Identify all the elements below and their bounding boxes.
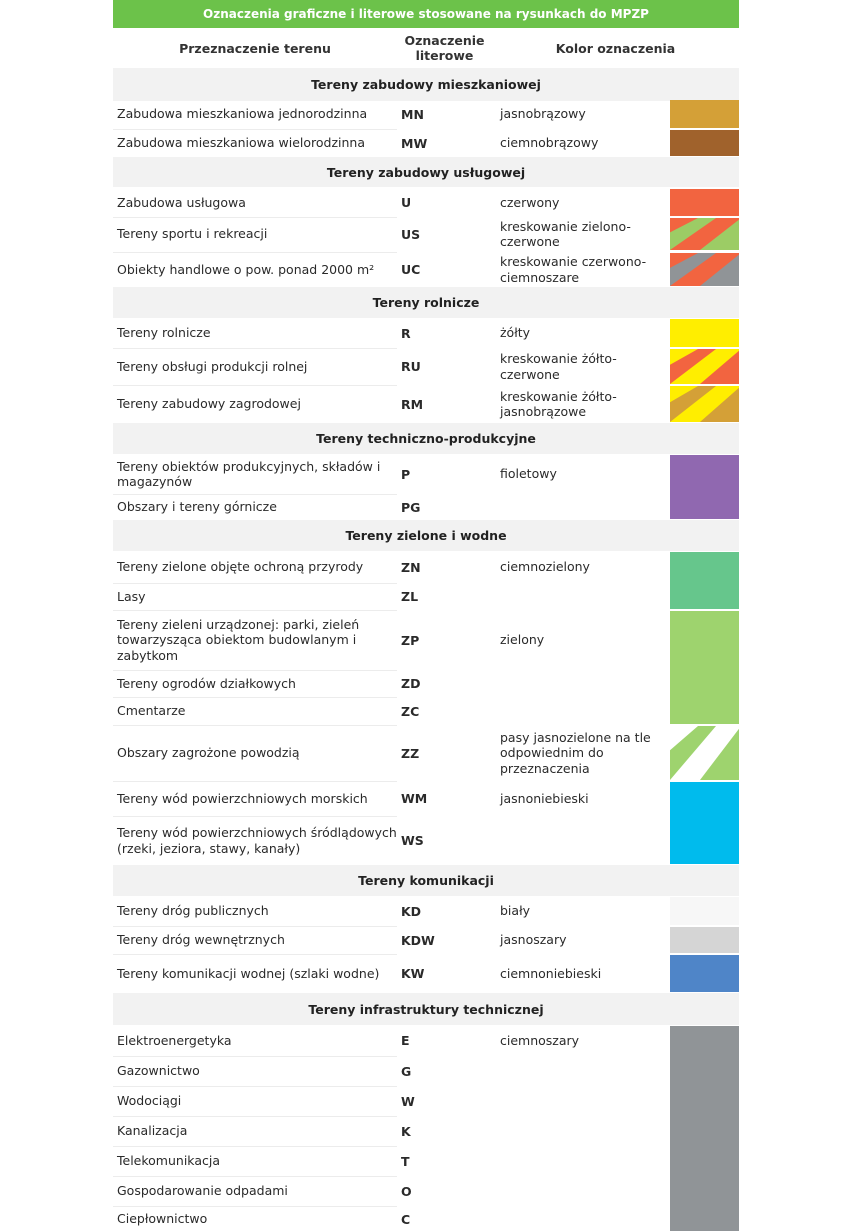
swatch-fill bbox=[670, 927, 739, 953]
color-swatch bbox=[670, 218, 739, 250]
row-purpose: Obiekty handlowe o pow. ponad 2000 m² bbox=[117, 261, 375, 277]
row-divider bbox=[113, 1176, 397, 1177]
row-divider bbox=[113, 1116, 397, 1117]
row-purpose: Zabudowa usługowa bbox=[117, 194, 246, 210]
color-swatch-graphic bbox=[670, 1026, 739, 1231]
row-purpose: Obszary i tereny górnicze bbox=[117, 499, 277, 515]
row-code: P bbox=[401, 466, 411, 482]
row-color-name: jasnoniebieski bbox=[500, 790, 589, 806]
row-code: KW bbox=[401, 966, 425, 981]
row-color-name: czerwony bbox=[500, 194, 560, 210]
color-swatch-graphic bbox=[670, 552, 739, 609]
row-purpose: Gospodarowanie odpadami bbox=[117, 1183, 288, 1199]
row-color-name: pasy jasnozielone na tle odpowiednim do przeznaczenia bbox=[500, 729, 651, 776]
row-code: O bbox=[401, 1183, 412, 1199]
row-code: KD bbox=[401, 903, 422, 919]
row-purpose: Elektroenergetyka bbox=[117, 1032, 232, 1048]
color-swatch bbox=[670, 386, 739, 422]
section-header: Tereny rolnicze bbox=[113, 287, 739, 318]
color-swatch-graphic bbox=[670, 218, 739, 250]
row-code: ZD bbox=[401, 676, 421, 691]
row-divider bbox=[113, 697, 397, 698]
row-divider bbox=[113, 494, 397, 495]
color-swatch bbox=[670, 100, 739, 128]
section-header: Tereny komunikacji bbox=[113, 865, 739, 896]
row-color-name: zielony bbox=[500, 632, 545, 648]
swatch-fill bbox=[670, 552, 739, 609]
color-swatch bbox=[670, 726, 739, 780]
row-purpose: Tereny zielone objęte ochroną przyrody bbox=[117, 559, 364, 575]
swatch-fill bbox=[670, 455, 739, 519]
table-title: Oznaczenia graficzne i literowe stosowane na rysunkach do MPZP bbox=[113, 0, 739, 28]
row-color-name: kreskowanie czerwono-ciemnoszare bbox=[500, 254, 647, 285]
row-color-name: ciemnoszary bbox=[500, 1032, 580, 1048]
row-code: RU bbox=[401, 359, 421, 374]
color-swatch bbox=[670, 955, 739, 992]
column-header-code: Oznaczenie literowe bbox=[404, 33, 485, 63]
color-swatch bbox=[670, 1026, 739, 1231]
row-color-name: biały bbox=[500, 903, 531, 919]
row-color-name: kreskowanie zielono-czerwone bbox=[500, 218, 631, 249]
section-header: Tereny zabudowy mieszkaniowej bbox=[113, 68, 739, 101]
swatch-fill bbox=[670, 611, 739, 724]
swatch-fill bbox=[670, 782, 739, 864]
row-divider bbox=[113, 670, 397, 671]
row-divider bbox=[113, 348, 397, 349]
color-swatch-graphic bbox=[670, 897, 739, 925]
row-purpose: Tereny obsługi produkcji rolnej bbox=[117, 358, 308, 374]
row-color-name: fioletowy bbox=[500, 466, 557, 482]
swatch-fill bbox=[670, 130, 739, 156]
color-swatch bbox=[670, 189, 739, 216]
swatch-fill bbox=[670, 1026, 739, 1231]
swatch-fill bbox=[670, 189, 739, 216]
row-divider bbox=[113, 583, 397, 584]
section-header: Tereny infrastruktury technicznej bbox=[113, 993, 739, 1025]
row-purpose: Tereny ogrodów działkowych bbox=[117, 675, 296, 691]
color-swatch-graphic bbox=[670, 455, 739, 519]
row-divider bbox=[113, 926, 397, 927]
color-swatch-graphic bbox=[670, 349, 739, 384]
row-code: R bbox=[401, 325, 411, 341]
row-divider bbox=[113, 385, 397, 386]
row-purpose: Tereny rolnicze bbox=[117, 325, 211, 341]
row-code: E bbox=[401, 1033, 410, 1048]
legend-table bbox=[113, 0, 739, 1232]
row-purpose: Obszary zagrożone powodzią bbox=[117, 745, 300, 761]
row-code: K bbox=[401, 1123, 411, 1139]
row-divider bbox=[113, 252, 397, 253]
row-purpose: Kanalizacja bbox=[117, 1123, 188, 1139]
color-swatch bbox=[670, 927, 739, 953]
row-purpose: Zabudowa mieszkaniowa jednorodzinna bbox=[117, 106, 368, 122]
row-code: G bbox=[401, 1063, 412, 1079]
color-swatch-graphic bbox=[670, 955, 739, 992]
row-purpose: Tereny zieleni urządzonej: parki, zieleń towarzysząca obiektom budowlanym i zabytkom bbox=[117, 616, 360, 663]
row-code: ZL bbox=[401, 589, 419, 604]
row-code: ZN bbox=[401, 559, 421, 575]
swatch-fill bbox=[670, 897, 739, 925]
row-code: ZP bbox=[401, 632, 420, 648]
color-swatch-graphic bbox=[670, 611, 739, 724]
color-swatch-graphic bbox=[670, 319, 739, 347]
color-swatch-graphic bbox=[670, 782, 739, 864]
row-purpose: Tereny komunikacji wodnej (szlaki wodne) bbox=[117, 965, 380, 981]
row-divider bbox=[113, 129, 397, 130]
row-purpose: Lasy bbox=[117, 588, 146, 604]
row-code: C bbox=[401, 1211, 411, 1227]
row-code: US bbox=[401, 226, 421, 242]
color-swatch bbox=[670, 552, 739, 609]
color-swatch-graphic bbox=[670, 386, 739, 422]
color-swatch-graphic bbox=[670, 927, 739, 953]
color-swatch bbox=[670, 319, 739, 347]
row-purpose: Tereny zabudowy zagrodowej bbox=[117, 396, 301, 412]
row-code: ZZ bbox=[401, 745, 420, 761]
row-divider bbox=[113, 781, 397, 782]
color-swatch bbox=[670, 130, 739, 156]
color-swatch bbox=[670, 782, 739, 864]
column-header-purpose: Przeznaczenie terenu bbox=[179, 40, 331, 56]
row-color-name: ciemnoniebieski bbox=[500, 965, 602, 981]
row-divider bbox=[113, 1206, 397, 1207]
row-code: ZC bbox=[401, 703, 420, 719]
row-color-name: kreskowanie żółto-czerwone bbox=[500, 351, 617, 382]
section-header: Tereny zabudowy usługowej bbox=[113, 157, 739, 187]
row-code: PG bbox=[401, 499, 421, 515]
row-purpose: Tereny wód powierzchniowych morskich bbox=[117, 790, 368, 806]
row-color-name: ciemnozielony bbox=[500, 559, 590, 575]
row-purpose: Tereny sportu i rekreacji bbox=[117, 226, 268, 242]
row-purpose: Tereny dróg wewnętrznych bbox=[117, 932, 285, 948]
color-swatch-graphic bbox=[670, 100, 739, 128]
row-purpose: Ciepłownictwo bbox=[117, 1211, 208, 1227]
row-purpose: Cmentarze bbox=[117, 703, 186, 719]
row-code: UC bbox=[401, 262, 421, 277]
row-divider bbox=[113, 610, 397, 611]
swatch-fill bbox=[670, 955, 739, 992]
section-header: Tereny techniczno-produkcyjne bbox=[113, 423, 739, 454]
color-swatch bbox=[670, 897, 739, 925]
row-code: RM bbox=[401, 396, 424, 412]
row-code: WS bbox=[401, 833, 424, 848]
row-code: MN bbox=[401, 106, 424, 122]
row-purpose: Gazownictwo bbox=[117, 1063, 200, 1079]
row-color-name: jasnoszary bbox=[500, 932, 567, 948]
color-swatch-graphic bbox=[670, 130, 739, 156]
row-divider bbox=[113, 816, 397, 817]
row-code: U bbox=[401, 195, 412, 210]
color-swatch-graphic bbox=[670, 726, 739, 780]
color-swatch-graphic bbox=[670, 189, 739, 216]
color-swatch bbox=[670, 253, 739, 286]
row-color-name: jasnobrązowy bbox=[500, 106, 586, 122]
row-purpose: Zabudowa mieszkaniowa wielorodzinna bbox=[117, 135, 366, 151]
color-swatch bbox=[670, 349, 739, 384]
row-color-name: kreskowanie żółto-jasnobrązowe bbox=[500, 388, 617, 419]
row-divider bbox=[113, 1056, 397, 1057]
section-header: Tereny zielone i wodne bbox=[113, 520, 739, 551]
row-color-name: żółty bbox=[500, 325, 531, 341]
color-swatch bbox=[670, 455, 739, 519]
row-code: WM bbox=[401, 791, 428, 806]
swatch-fill bbox=[670, 100, 739, 128]
row-purpose: Telekomunikacja bbox=[117, 1153, 220, 1169]
swatch-fill bbox=[670, 319, 739, 347]
row-divider bbox=[113, 725, 397, 726]
row-color-name: ciemnobrązowy bbox=[500, 135, 599, 151]
column-header-color: Kolor oznaczenia bbox=[555, 40, 676, 56]
row-code: W bbox=[401, 1093, 415, 1109]
row-purpose: Tereny dróg publicznych bbox=[117, 903, 269, 919]
row-divider bbox=[113, 954, 397, 955]
row-divider bbox=[113, 1086, 397, 1087]
row-purpose: Wodociągi bbox=[117, 1093, 182, 1109]
row-purpose: Tereny wód powierzchniowych śródlądowych (rzeki, jeziora, stawy, kanały) bbox=[117, 825, 397, 856]
row-purpose: Tereny obiektów produkcyjnych, składów i magazynów bbox=[117, 458, 381, 489]
row-divider bbox=[113, 217, 397, 218]
row-divider bbox=[113, 1146, 397, 1147]
row-code: KDW bbox=[401, 932, 435, 948]
color-swatch-graphic bbox=[670, 253, 739, 286]
color-swatch bbox=[670, 611, 739, 724]
row-code: T bbox=[401, 1153, 410, 1169]
row-code: MW bbox=[401, 135, 428, 151]
